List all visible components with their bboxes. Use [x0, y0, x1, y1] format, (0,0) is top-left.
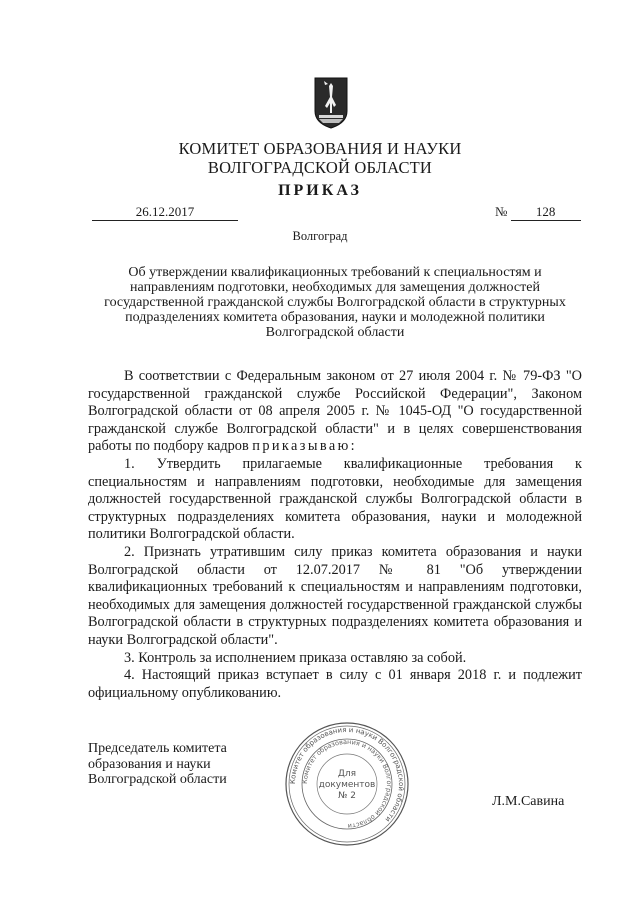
- order-word: приказываю:: [252, 438, 358, 455]
- signatory-name: Л.М.Савина: [492, 794, 565, 809]
- document-body: [88, 368, 582, 702]
- volgograd-emblem-icon: [313, 77, 349, 129]
- stamp-center-line1: Для: [337, 769, 357, 779]
- position-line1: Председатель комитета: [88, 741, 227, 756]
- document-type: ПРИКАЗ: [278, 182, 362, 199]
- document-date: [92, 204, 238, 221]
- item-4: 4. Настоящий приказ вступает в силу с 01 января 2018 г. и подлежит официальному опубликованию.: [88, 667, 582, 701]
- date-value: 26.12.2017: [92, 204, 238, 221]
- official-stamp: [283, 720, 411, 848]
- document-city: Волгоград: [292, 229, 348, 243]
- intro-paragraph: [88, 368, 582, 456]
- item-1: 1. Утвердить прилагаемые квалификационные требования к специальностям и направлениям подготовки, необходимые для замещения должностей государственной гражданской службы Волгоградской области в структурных подразделениях комитета образования, науки и молодежной политики Волгоградской области.: [88, 455, 582, 543]
- document-subject: Об утверждении квалификационных требований к специальностям и направлениям подготовки, необходимых для замещения должностей государственной гражданской службы Волгоградской области в структурных подразделениях комитета образования, науки и молодежной политики Волгоградской области: [104, 265, 566, 340]
- org-name-line2: ВОЛГОГРАДСКОЙ ОБЛАСТИ: [207, 158, 433, 177]
- number-value: 128: [511, 204, 581, 221]
- number-sign: №: [495, 204, 508, 219]
- stamp-outer-text: Комитет образования и науки Волгоградской области: [288, 725, 406, 824]
- document-number: [495, 204, 581, 221]
- item-2: 2. Признать утратившим силу приказ комитета образования и науки Волгоградской области от 12.07.2017 № 81 "Об утверждении квалификационных требований к специальностям и направлениям подготовки, необходимых для замещения должностей государственной гражданской службы Волгоградской области в структурных подразделениях комитета образования и науки Волгоградской области".: [88, 543, 582, 648]
- org-name-line1: КОМИТЕТ ОБРАЗОВАНИЯ И НАУКИ: [178, 139, 462, 158]
- intro-text: В соответствии с Федеральным законом от 27 июля 2004 г. № 79-ФЗ "О государственной гражданской службе Российской Федерации", Законом Волгоградской области от 08 апреля 2005 г. № 1045-ОД "О государственной гражданской службе Волгоградской области" и в целях совершенствования работы по подбору кадров: [88, 368, 582, 455]
- signatory-position: [88, 741, 227, 788]
- stamp-center-line3: № 2: [338, 791, 356, 801]
- stamp-center-line2: документов: [318, 780, 376, 790]
- stamp-inner-text: Комитет образования и науки Волгоградской области: [300, 737, 394, 831]
- item-3: 3. Контроль за исполнением приказа оставляю за собой.: [124, 649, 467, 666]
- position-line3: Волгоградской области: [88, 772, 227, 787]
- position-line2: образования и науки: [88, 756, 211, 772]
